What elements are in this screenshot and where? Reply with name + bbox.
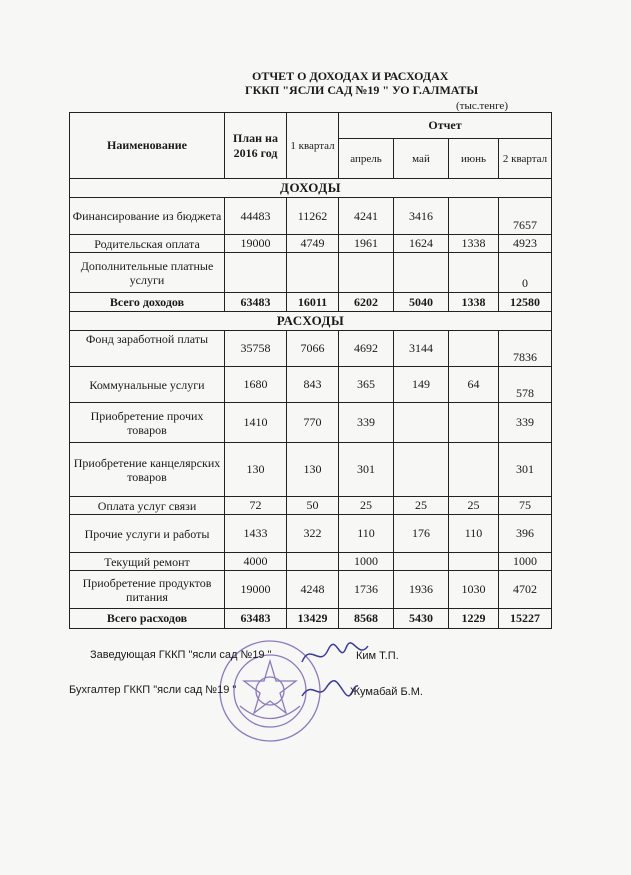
cell-q2: 7836 <box>499 331 552 367</box>
table-row <box>70 553 552 571</box>
cell-april: 365 <box>339 367 394 403</box>
col-header-q2: 2 квартал <box>499 139 552 179</box>
col-header-april: апрель <box>339 139 394 179</box>
row-name: Прочие услуги и работы <box>70 515 225 553</box>
total-row <box>70 293 552 312</box>
cell-june: 64 <box>449 367 499 403</box>
cell-q1: 50 <box>287 497 339 515</box>
cell-plan: 1410 <box>225 403 287 443</box>
cell-may: 1936 <box>394 571 449 609</box>
cell-may <box>394 253 449 293</box>
cell-plan: 19000 <box>225 235 287 253</box>
cell-june <box>449 253 499 293</box>
cell-may: 5430 <box>394 609 449 629</box>
cell-april: 339 <box>339 403 394 443</box>
table-row <box>70 497 552 515</box>
cell-q1: 4749 <box>287 235 339 253</box>
cell-q2: 578 <box>499 367 552 403</box>
cell-q2: 15227 <box>499 609 552 629</box>
cell-q2: 4923 <box>499 235 552 253</box>
cell-q1: 7066 <box>287 331 339 367</box>
cell-plan: 1680 <box>225 367 287 403</box>
cell-q1 <box>287 553 339 571</box>
row-name: Коммунальные услуги <box>70 367 225 403</box>
row-name: Финансирование из бюджета <box>70 198 225 235</box>
cell-q1: 16011 <box>287 293 339 312</box>
cell-q1: 13429 <box>287 609 339 629</box>
cell-q1: 11262 <box>287 198 339 235</box>
cell-q2: 339 <box>499 403 552 443</box>
cell-june: 110 <box>449 515 499 553</box>
row-name: Оплата услуг связи <box>70 497 225 515</box>
col-header-report: Отчет <box>339 113 552 139</box>
cell-june: 25 <box>449 497 499 515</box>
cell-plan: 130 <box>225 443 287 497</box>
row-name: Текущий ремонт <box>70 553 225 571</box>
cell-april: 4692 <box>339 331 394 367</box>
cell-q1: 843 <box>287 367 339 403</box>
cell-may <box>394 403 449 443</box>
row-name: Фонд заработной платы <box>70 331 225 367</box>
cell-may: 176 <box>394 515 449 553</box>
cell-plan: 19000 <box>225 571 287 609</box>
cell-q2: 0 <box>499 253 552 293</box>
head-name: Ким Т.П. <box>356 650 399 662</box>
cell-plan: 44483 <box>225 198 287 235</box>
cell-may: 3416 <box>394 198 449 235</box>
cell-q2: 4702 <box>499 571 552 609</box>
cell-june <box>449 403 499 443</box>
cell-june <box>449 198 499 235</box>
cell-plan: 63483 <box>225 609 287 629</box>
cell-may <box>394 553 449 571</box>
table-row <box>70 198 552 235</box>
cell-june: 1338 <box>449 293 499 312</box>
table-row <box>70 571 552 609</box>
cell-may: 25 <box>394 497 449 515</box>
cell-plan: 63483 <box>225 293 287 312</box>
cell-april: 1736 <box>339 571 394 609</box>
table-row <box>70 253 552 293</box>
cell-may: 149 <box>394 367 449 403</box>
accountant-signature-label: Бухгалтер ГККП "ясли сад №19 " <box>69 684 237 696</box>
cell-april: 25 <box>339 497 394 515</box>
cell-plan: 1433 <box>225 515 287 553</box>
cell-q1: 4248 <box>287 571 339 609</box>
cell-may <box>394 443 449 497</box>
total-row <box>70 609 552 629</box>
table-row <box>70 235 552 253</box>
cell-plan <box>225 253 287 293</box>
total-name: Всего расходов <box>70 609 225 629</box>
unit-label: (тыс.тенге) <box>456 100 508 112</box>
cell-april: 1961 <box>339 235 394 253</box>
row-name: Приобретение прочих товаров <box>70 403 225 443</box>
organization-title: ГККП "ЯСЛИ САД №19 " УО Г.АЛМАТЫ <box>245 83 479 97</box>
cell-june: 1338 <box>449 235 499 253</box>
cell-april <box>339 253 394 293</box>
expense-section-header: РАСХОДЫ <box>70 312 552 331</box>
cell-april: 6202 <box>339 293 394 312</box>
accountant-name: Жумабай Б.М. <box>350 686 423 698</box>
cell-q1: 322 <box>287 515 339 553</box>
row-name: Дополнительные платные услуги <box>70 253 225 293</box>
col-header-plan: План на 2016 год <box>225 113 287 179</box>
cell-june: 1030 <box>449 571 499 609</box>
cell-q2: 12580 <box>499 293 552 312</box>
cell-q2: 301 <box>499 443 552 497</box>
cell-june: 1229 <box>449 609 499 629</box>
cell-plan: 4000 <box>225 553 287 571</box>
row-name: Родительская оплата <box>70 235 225 253</box>
col-header-may: май <box>394 139 449 179</box>
col-header-q1: 1 квартал <box>287 113 339 179</box>
report-title: ОТЧЕТ О ДОХОДАХ И РАСХОДАХ <box>252 69 449 83</box>
head-signature-label: Заведующая ГККП "ясли сад №19 " <box>90 649 272 661</box>
cell-q1: 770 <box>287 403 339 443</box>
row-name: Приобретение канцелярских товаров <box>70 443 225 497</box>
col-header-june: июнь <box>449 139 499 179</box>
cell-q2: 7657 <box>499 198 552 235</box>
cell-q2: 75 <box>499 497 552 515</box>
cell-q2: 396 <box>499 515 552 553</box>
cell-q1 <box>287 253 339 293</box>
table-row <box>70 443 552 497</box>
table-row <box>70 367 552 403</box>
cell-april: 4241 <box>339 198 394 235</box>
table-row <box>70 403 552 443</box>
table-row <box>70 331 552 367</box>
cell-plan: 72 <box>225 497 287 515</box>
cell-q1: 130 <box>287 443 339 497</box>
cell-plan: 35758 <box>225 331 287 367</box>
cell-april: 1000 <box>339 553 394 571</box>
cell-may: 1624 <box>394 235 449 253</box>
cell-june <box>449 553 499 571</box>
income-section-header: ДОХОДЫ <box>70 179 552 198</box>
col-header-name: Наименование <box>70 113 225 179</box>
total-name: Всего доходов <box>70 293 225 312</box>
cell-april: 110 <box>339 515 394 553</box>
cell-q2: 1000 <box>499 553 552 571</box>
table-row <box>70 515 552 553</box>
cell-may: 3144 <box>394 331 449 367</box>
cell-april: 301 <box>339 443 394 497</box>
report-table <box>69 112 552 629</box>
cell-june <box>449 331 499 367</box>
cell-april: 8568 <box>339 609 394 629</box>
cell-may: 5040 <box>394 293 449 312</box>
cell-june <box>449 443 499 497</box>
row-name: Приобретение продуктов питания <box>70 571 225 609</box>
